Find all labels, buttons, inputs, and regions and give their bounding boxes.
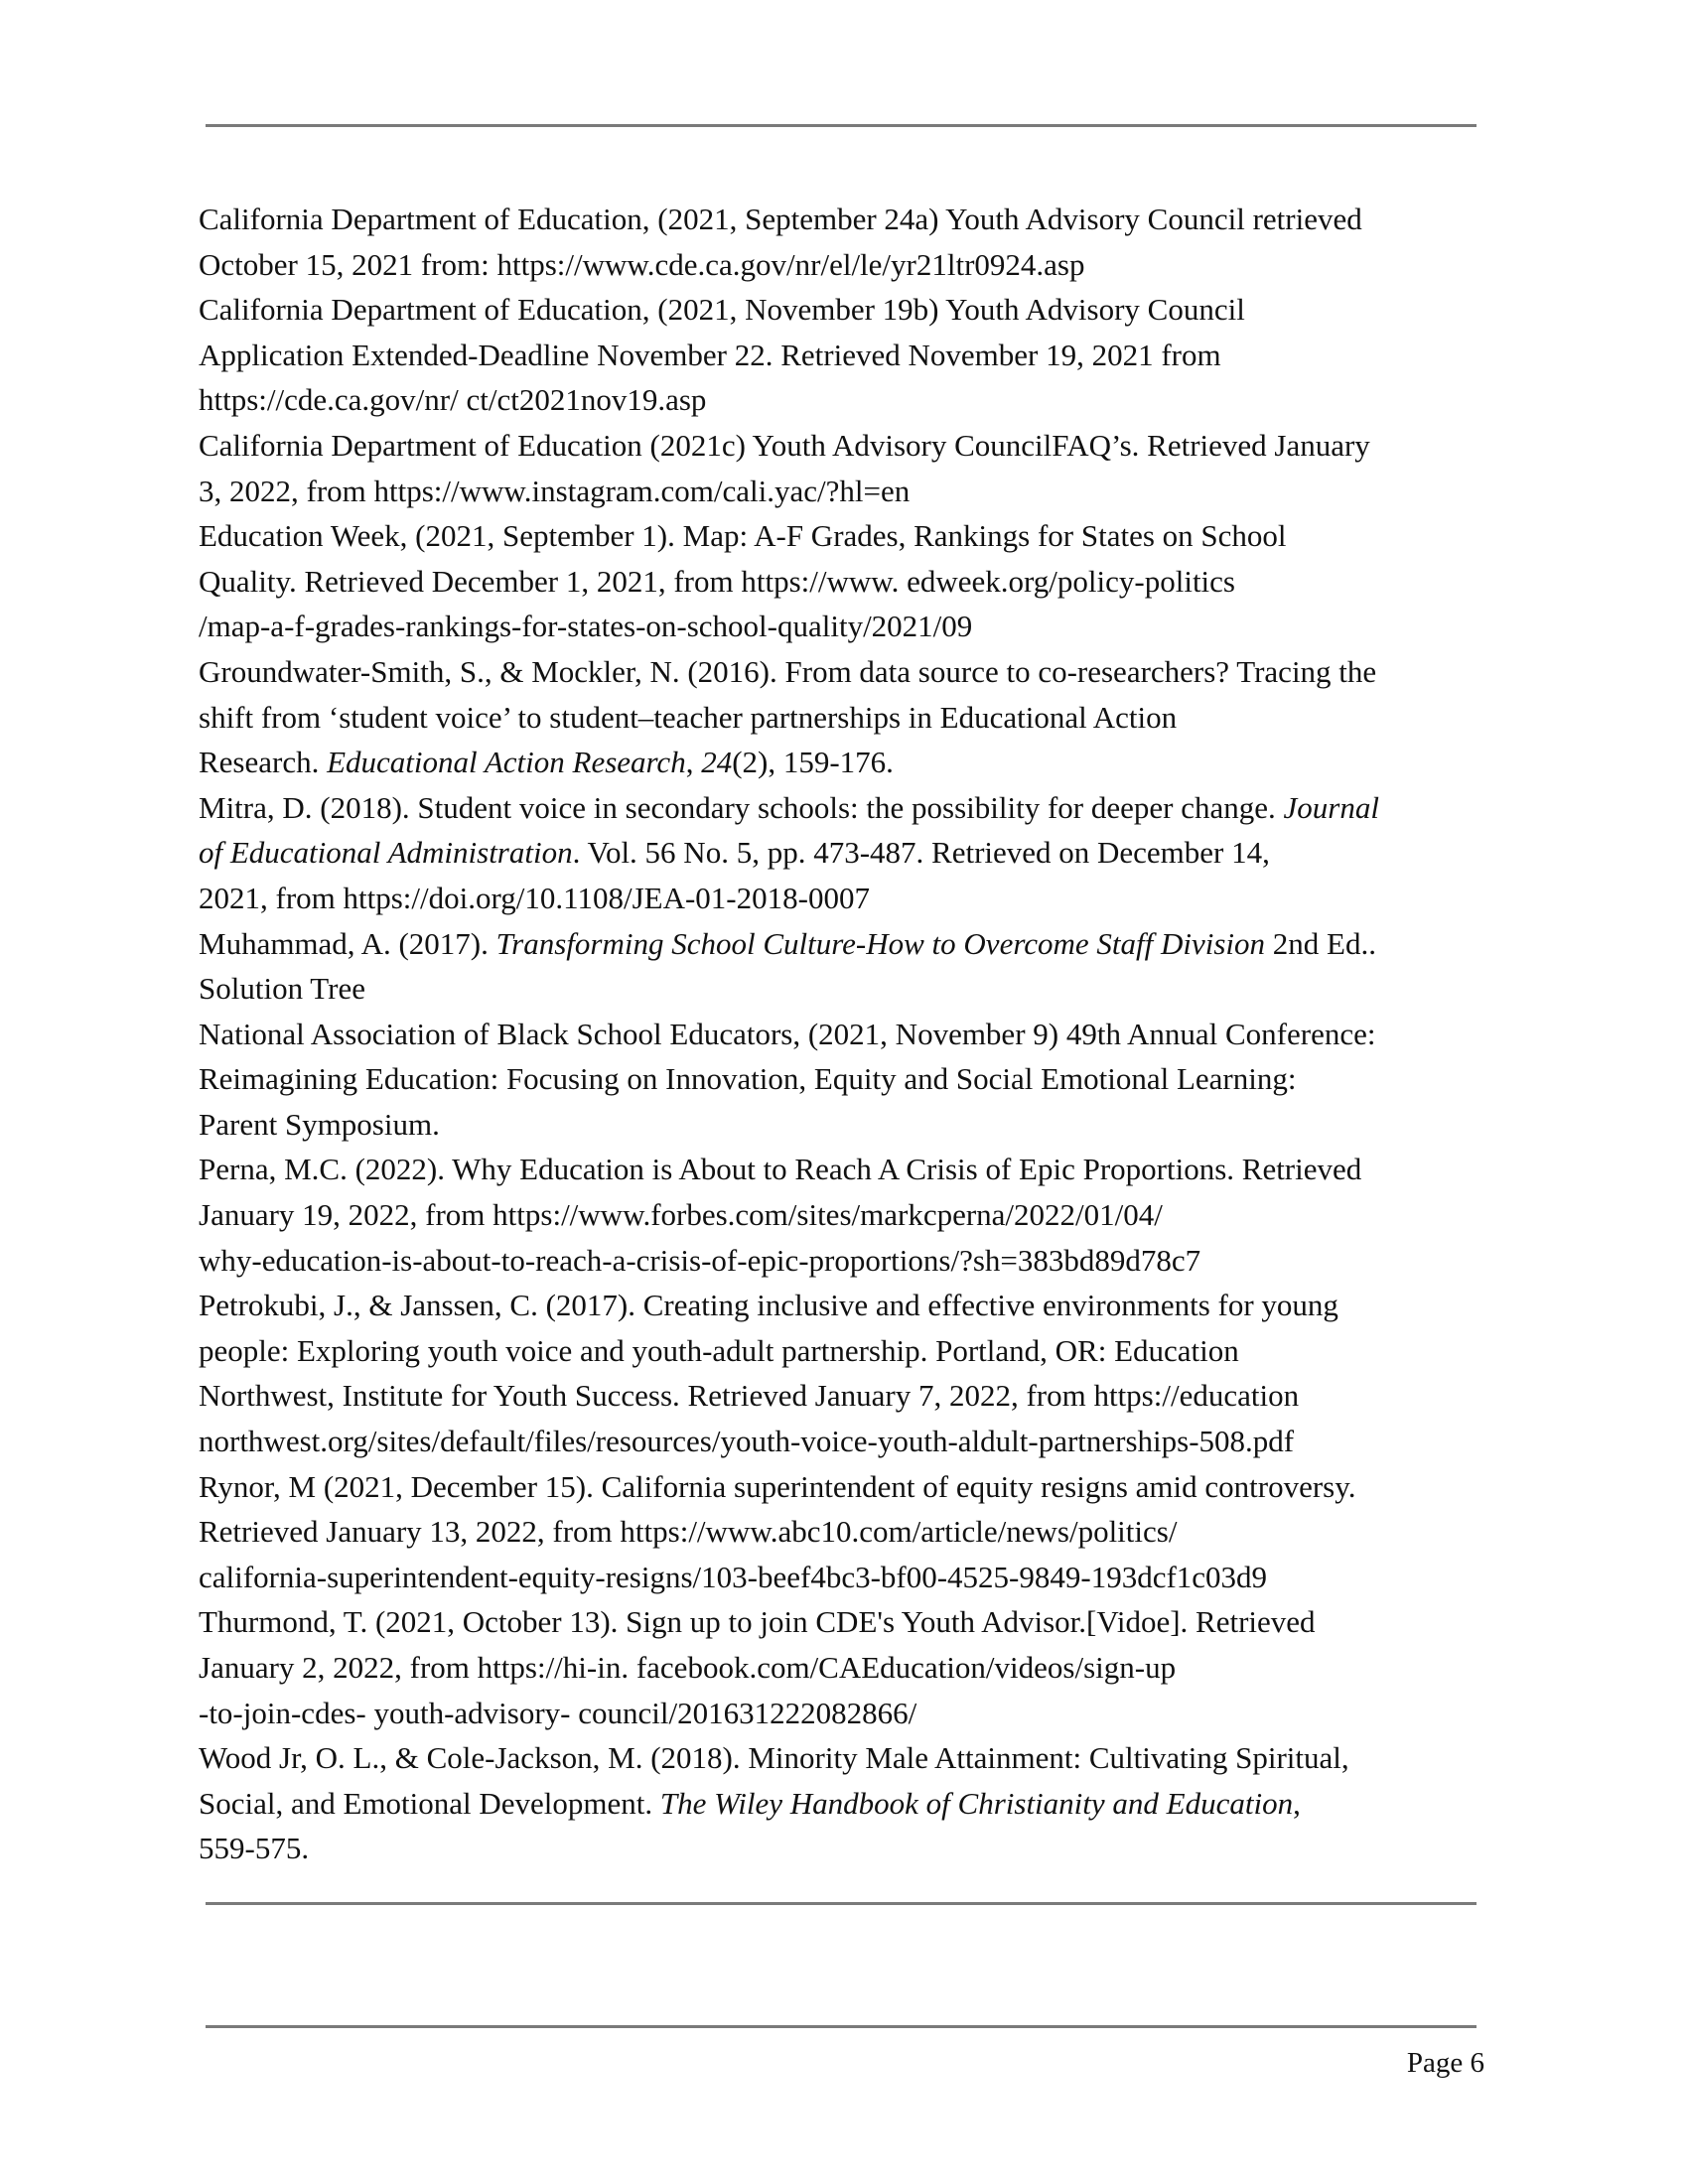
reference-text: Rynor, M (2021, December 15). California superintendent of equity resigns amid controversy. bbox=[199, 1468, 1356, 1504]
reference-text: 3, 2022, from https://www.instagram.com/cali.yac/?hl=en bbox=[199, 473, 911, 508]
reference-italic-text: Educational Action Research bbox=[327, 745, 686, 780]
reference-text: california-superintendent-equity-resigns/103-beef4bc3-bf00-4525-9849-193dcf1c03d9 bbox=[199, 1559, 1268, 1594]
reference-text: Reimagining Education: Focusing on Innovation, Equity and Social Emotional Learning: bbox=[199, 1061, 1297, 1097]
reference-text: Petrokubi, J., & Janssen, C. (2017). Creating inclusive and effective environments for young bbox=[199, 1288, 1338, 1323]
reference-italic-text: of Educational Administration bbox=[199, 835, 573, 871]
reference-list bbox=[199, 197, 1489, 1871]
reference-entry bbox=[199, 785, 1489, 921]
reference-text: https://cde.ca.gov/nr/ ct/ct2021nov19.asp bbox=[199, 382, 707, 418]
reference-line bbox=[199, 876, 1489, 921]
reference-text: California Department of Education, (2021, November 19b) Youth Advisory Council bbox=[199, 292, 1245, 328]
reference-text: /map-a-f-grades-rankings-for-states-on-school-quality/2021/09 bbox=[199, 609, 973, 644]
reference-text: National Association of Black School Educators, (2021, November 9) 49th Annual Conference: bbox=[199, 1016, 1376, 1051]
reference-line bbox=[199, 1826, 1489, 1871]
reference-line bbox=[199, 1691, 1489, 1736]
reference-text: January 19, 2022, from https://www.forbes.com/sites/markcperna/2022/01/04/ bbox=[199, 1197, 1163, 1233]
reference-line bbox=[199, 1464, 1489, 1510]
reference-line bbox=[199, 966, 1489, 1012]
reference-text: Mitra, D. (2018). Student voice in secondary schools: the possibility for deeper change. bbox=[199, 789, 1284, 825]
reference-text: Retrieved January 13, 2022, from https://www.abc10.com/article/news/politics/ bbox=[199, 1514, 1178, 1550]
reference-text: northwest.org/sites/default/files/resources/youth-voice-youth-aldult-partnerships-508.pdf bbox=[199, 1424, 1295, 1459]
reference-text: why-education-is-about-to-reach-a-crisis-of-epic-proportions/?sh=383bd89d78c7 bbox=[199, 1242, 1201, 1278]
reference-text: 2nd Ed.. bbox=[1265, 925, 1376, 961]
reference-line bbox=[199, 1599, 1489, 1645]
reference-entry bbox=[199, 197, 1489, 287]
reference-entry bbox=[199, 1283, 1489, 1463]
body-end-rule bbox=[206, 1902, 1477, 1905]
reference-line bbox=[199, 469, 1489, 514]
reference-line bbox=[199, 559, 1489, 605]
reference-text: Quality. Retrieved December 1, 2021, from https://www. edweek.org/policy-politics bbox=[199, 563, 1235, 599]
reference-line bbox=[199, 423, 1489, 469]
reference-text: Solution Tree bbox=[199, 971, 365, 1007]
reference-italic-text: Journal bbox=[1283, 789, 1379, 825]
reference-text: Thurmond, T. (2021, October 13). Sign up to join CDE's Youth Advisor.[Vidoe]. Retrieved bbox=[199, 1604, 1316, 1640]
reference-line bbox=[199, 1102, 1489, 1148]
reference-text: Application Extended-Deadline November 22. Retrieved November 19, 2021 from bbox=[199, 337, 1221, 372]
reference-line bbox=[199, 1509, 1489, 1555]
reference-line bbox=[199, 1645, 1489, 1691]
reference-line bbox=[199, 1328, 1489, 1374]
reference-entry bbox=[199, 1735, 1489, 1871]
reference-text: -to-join-cdes- youth-advisory- council/201631222082866/ bbox=[199, 1695, 917, 1730]
reference-line bbox=[199, 1147, 1489, 1192]
reference-text: January 2, 2022, from https://hi-in. facebook.com/CAEducation/videos/sign-up bbox=[199, 1650, 1177, 1685]
reference-text: Northwest, Institute for Youth Success. Retrieved January 7, 2022, from https://education bbox=[199, 1378, 1300, 1414]
reference-line bbox=[199, 649, 1489, 695]
reference-text: , bbox=[685, 745, 702, 780]
reference-line bbox=[199, 242, 1489, 288]
reference-entry bbox=[199, 287, 1489, 423]
reference-text: . Vol. 56 No. 5, pp. 473-487. Retrieved on December 14, bbox=[572, 835, 1270, 871]
reference-text: Research. bbox=[199, 745, 328, 780]
reference-line bbox=[199, 1192, 1489, 1238]
reference-line bbox=[199, 1555, 1489, 1600]
reference-entry bbox=[199, 1464, 1489, 1600]
reference-line bbox=[199, 1012, 1489, 1057]
reference-line bbox=[199, 785, 1489, 831]
reference-line bbox=[199, 830, 1489, 876]
reference-entry bbox=[199, 423, 1489, 513]
reference-text: Education Week, (2021, September 1). Map: A-F Grades, Rankings for States on School bbox=[199, 518, 1287, 554]
reference-entry bbox=[199, 513, 1489, 649]
reference-line bbox=[199, 333, 1489, 378]
reference-text: California Department of Education, (2021, September 24a) Youth Advisory Council retrieved bbox=[199, 202, 1362, 236]
reference-line bbox=[199, 1056, 1489, 1102]
reference-entry bbox=[199, 649, 1489, 785]
reference-italic-text: The Wiley Handbook of Christianity and Education bbox=[659, 1785, 1294, 1821]
reference-line bbox=[199, 1735, 1489, 1781]
reference-line bbox=[199, 1781, 1489, 1827]
page-number: Page 6 bbox=[1406, 2047, 1484, 2079]
reference-italic-text: 24 bbox=[701, 745, 733, 780]
reference-text: people: Exploring youth voice and youth-adult partnership. Portland, OR: Education bbox=[199, 1332, 1239, 1368]
reference-text: (2), 159-176. bbox=[732, 745, 894, 780]
reference-entry bbox=[199, 1012, 1489, 1148]
reference-entry bbox=[199, 1147, 1489, 1283]
reference-line bbox=[199, 1373, 1489, 1419]
reference-line bbox=[199, 197, 1489, 242]
reference-text: , bbox=[1293, 1785, 1301, 1821]
reference-text: Muhammad, A. (2017). bbox=[199, 925, 496, 961]
reference-line bbox=[199, 1238, 1489, 1284]
reference-line bbox=[199, 377, 1489, 423]
reference-entry bbox=[199, 921, 1489, 1012]
reference-text: 559-575. bbox=[199, 1831, 310, 1866]
reference-line bbox=[199, 1283, 1489, 1328]
reference-text: California Department of Education (2021c) Youth Advisory CouncilFAQ’s. Retrieved January bbox=[199, 427, 1370, 463]
reference-text: shift from ‘student voice’ to student–teacher partnerships in Educational Action bbox=[199, 699, 1178, 735]
reference-line bbox=[199, 513, 1489, 559]
reference-entry bbox=[199, 1599, 1489, 1735]
reference-line bbox=[199, 1419, 1489, 1464]
reference-line bbox=[199, 287, 1489, 333]
reference-text: Groundwater-Smith, S., & Mockler, N. (2016). From data source to co-researchers? Tracing the bbox=[199, 653, 1377, 689]
header-rule bbox=[206, 124, 1477, 127]
reference-line bbox=[199, 695, 1489, 741]
footer-rule bbox=[206, 2025, 1477, 2028]
reference-line bbox=[199, 604, 1489, 649]
reference-text: Social, and Emotional Development. bbox=[199, 1785, 660, 1821]
reference-text: Parent Symposium. bbox=[199, 1106, 440, 1142]
reference-italic-text: Transforming School Culture-How to Overcome Staff Division bbox=[495, 925, 1266, 961]
reference-text: 2021, from https://doi.org/10.1108/JEA-01-2018-0007 bbox=[199, 880, 870, 915]
reference-text: October 15, 2021 from: https://www.cde.ca.gov/nr/el/le/yr21ltr0924.asp bbox=[199, 246, 1085, 282]
reference-line bbox=[199, 921, 1489, 967]
reference-text: Wood Jr, O. L., & Cole-Jackson, M. (2018). Minority Male Attainment: Cultivating Spiritual, bbox=[199, 1740, 1349, 1776]
reference-text: Perna, M.C. (2022). Why Education is About to Reach A Crisis of Epic Proportions. Retrieved bbox=[199, 1152, 1362, 1187]
reference-line bbox=[199, 740, 1489, 785]
